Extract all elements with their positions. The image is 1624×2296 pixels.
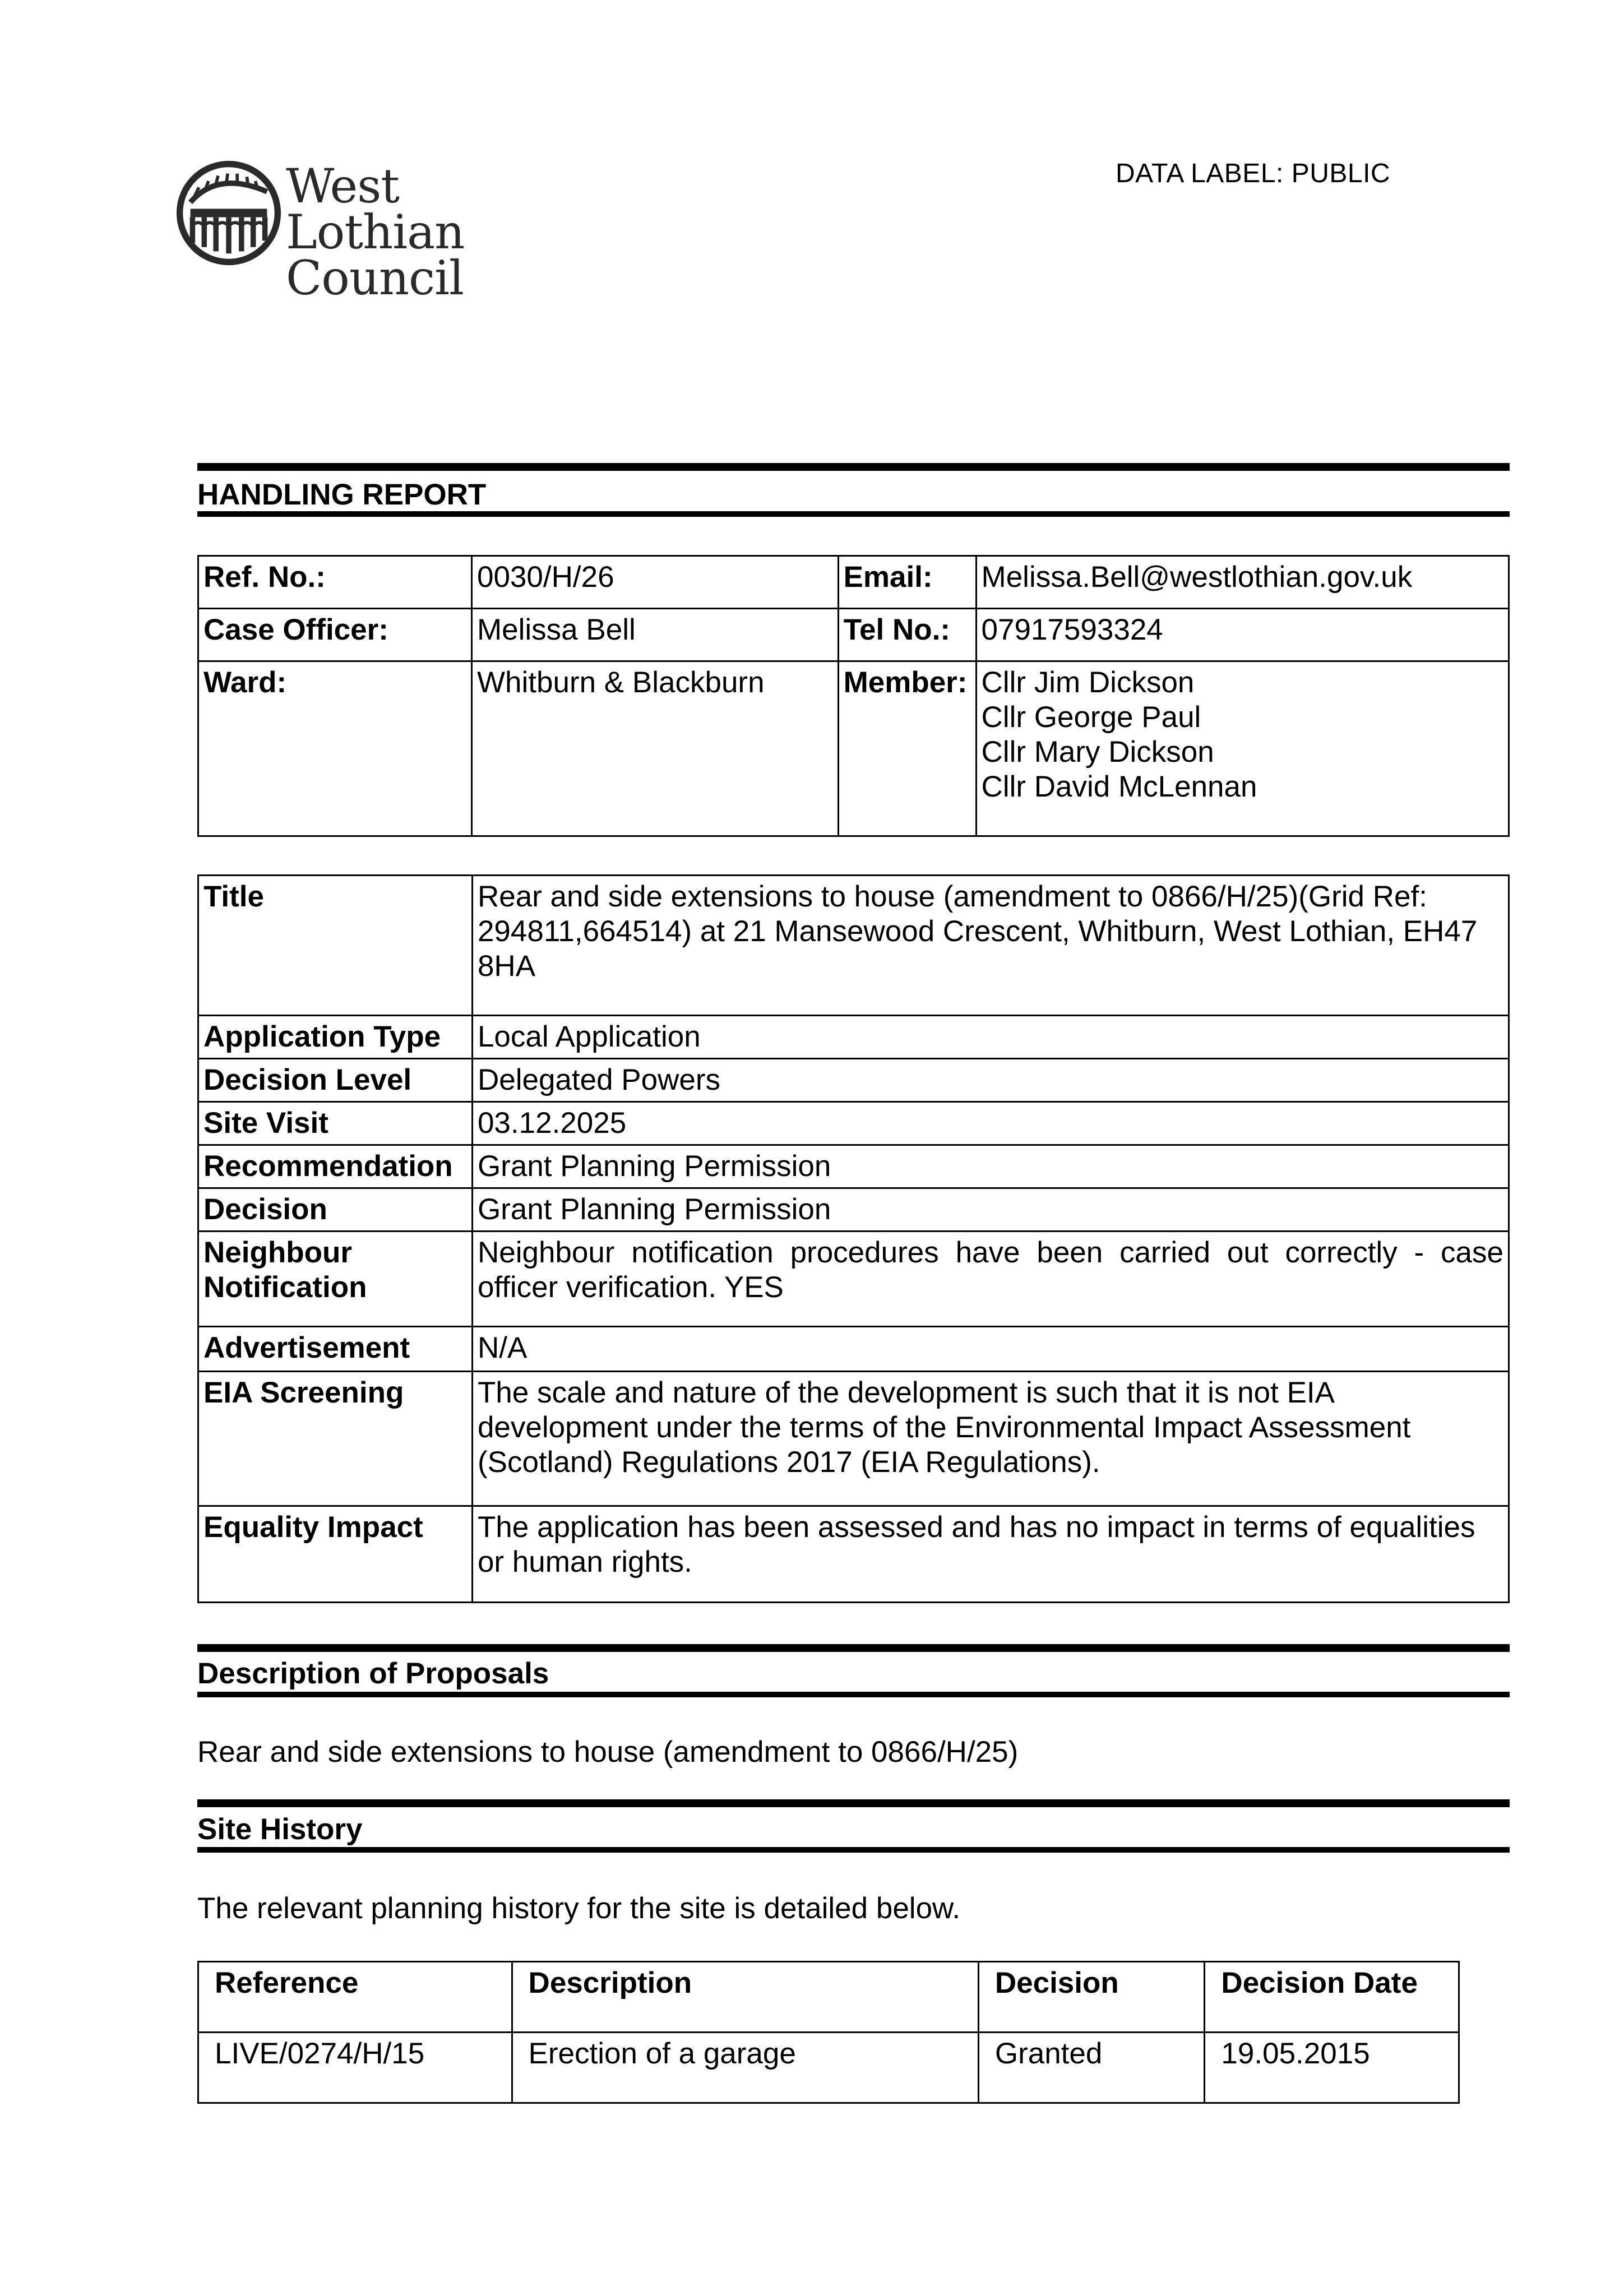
detail-label: Neighbour Notification: [198, 1232, 473, 1327]
site-history-heading: Site History: [197, 1813, 363, 1846]
detail-value: The scale and nature of the development is such that it is not EIA development under the terms of the Environmental Impact Assessment (Scotland) Regulations 2017 (EIA Regulations).: [472, 1372, 1509, 1506]
officer-value: Melissa Bell: [471, 609, 838, 661]
detail-value: N/A: [472, 1327, 1509, 1372]
data-label: DATA LABEL: PUBLIC: [1116, 159, 1391, 188]
detail-label: Decision: [198, 1188, 473, 1232]
detail-value: Local Application: [472, 1016, 1509, 1059]
column-header: Decision: [978, 1962, 1205, 2033]
tel-label: Tel No.:: [838, 609, 976, 661]
logo-line-1: West Lothian: [286, 159, 465, 260]
site-history-intro: The relevant planning history for the site is detailed below.: [197, 1892, 961, 1925]
column-header: Decision Date: [1205, 1962, 1459, 2033]
heading-rule-bottom: [197, 511, 1510, 517]
email-label: Email:: [838, 556, 976, 609]
column-header: Reference: [198, 1962, 512, 2033]
table-row: [198, 1059, 1509, 1102]
table-row: [198, 1016, 1509, 1059]
report-title: HANDLING REPORT: [197, 478, 487, 511]
viaduct-emblem-icon: [175, 160, 282, 266]
email-value: Melissa.Bell@westlothian.gov.uk: [976, 556, 1509, 609]
detail-value: Neighbour notification procedures have been carried out correctly - case officer verification. YES: [472, 1232, 1509, 1327]
history-reference: LIVE/0274/H/15: [198, 2033, 512, 2103]
detail-value: Grant Planning Permission: [472, 1188, 1509, 1232]
table-row: [198, 876, 1509, 1016]
history-decision: Granted: [978, 2033, 1205, 2103]
table-row: [198, 661, 1509, 836]
detail-label: EIA Screening: [198, 1372, 473, 1506]
table-row: [198, 1188, 1509, 1232]
application-details-table: [197, 874, 1510, 1603]
detail-value: 03.12.2025: [472, 1102, 1509, 1145]
column-header: Description: [512, 1962, 978, 2033]
detail-label: Advertisement: [198, 1327, 473, 1372]
contact-table: [197, 555, 1510, 837]
member-name: Cllr Mary Dickson: [981, 735, 1214, 769]
table-row: [198, 1145, 1509, 1188]
ref-label: Ref. No.:: [198, 556, 472, 609]
member-label: Member:: [838, 661, 976, 836]
member-name: Cllr David McLennan: [981, 770, 1257, 803]
detail-value: The application has been assessed and has no impact in terms of equalities or human rights.: [472, 1506, 1509, 1603]
detail-value: Delegated Powers: [472, 1059, 1509, 1102]
table-row: [198, 1372, 1509, 1506]
detail-label: Equality Impact: [198, 1506, 473, 1603]
description-heading: Description of Proposals: [197, 1657, 549, 1690]
table-header-row: [198, 1962, 1459, 2033]
site-history-table: [197, 1961, 1460, 2104]
member-name: Cllr George Paul: [981, 701, 1201, 734]
ward-label: Ward:: [198, 661, 472, 836]
member-name: Cllr Jim Dickson: [981, 666, 1195, 699]
detail-value: Grant Planning Permission: [472, 1145, 1509, 1188]
ward-value: Whitburn & Blackburn: [471, 661, 838, 836]
section-rule-bottom: [197, 1847, 1510, 1853]
table-row: [198, 1327, 1509, 1372]
detail-label: Site Visit: [198, 1102, 473, 1145]
detail-label: Decision Level: [198, 1059, 473, 1102]
description-text: Rear and side extensions to house (amendment to 0866/H/25): [197, 1735, 1019, 1769]
table-row: [198, 1232, 1509, 1327]
table-row: [198, 609, 1509, 661]
table-row: [198, 556, 1509, 609]
officer-label: Case Officer:: [198, 609, 472, 661]
history-description: Erection of a garage: [512, 2033, 978, 2103]
ref-value: 0030/H/26: [471, 556, 838, 609]
council-logo: [175, 159, 568, 305]
detail-label: Recommendation: [198, 1145, 473, 1188]
detail-value: Rear and side extensions to house (amendment to 0866/H/25)(Grid Ref: 294811,664514) at 21 Mansewood Crescent, Whitburn, West Lothian, EH47 8HA: [472, 876, 1509, 1016]
logo-line-2: Council: [286, 251, 464, 305]
section-rule-top: [197, 1644, 1510, 1652]
council-wordmark: [286, 159, 568, 305]
section-rule-top: [197, 1799, 1510, 1807]
section-rule-bottom: [197, 1692, 1510, 1697]
detail-label: Application Type: [198, 1016, 473, 1059]
table-row: [198, 1506, 1509, 1603]
table-row: [198, 1102, 1509, 1145]
member-list: [976, 661, 1509, 836]
detail-label: Title: [198, 876, 473, 1016]
history-decision-date: 19.05.2015: [1205, 2033, 1459, 2103]
tel-value: 07917593324: [976, 609, 1509, 661]
table-row: [198, 2033, 1459, 2103]
heading-rule-top: [197, 463, 1510, 471]
